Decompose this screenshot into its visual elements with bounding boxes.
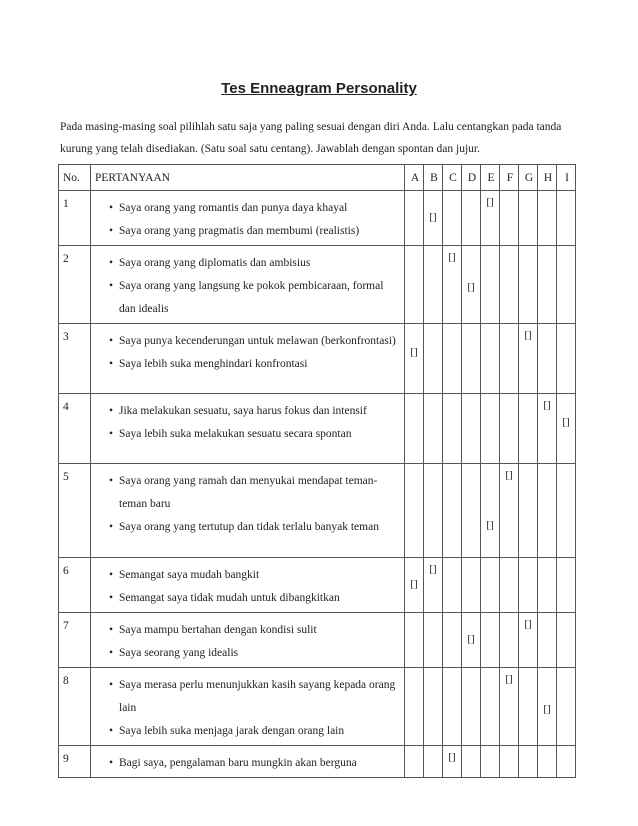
answer-cell-e[interactable] (481, 394, 500, 464)
question-cell (91, 324, 405, 394)
option-second: • Saya lebih suka melakukan sesuatu secara spontan (109, 423, 400, 446)
answer-cell-e[interactable] (481, 246, 500, 324)
answer-cell-b[interactable] (424, 191, 443, 246)
answer-cell-c[interactable] (443, 746, 462, 778)
option-first: • Bagi saya, pengalaman baru mungkin akan berguna (109, 752, 400, 775)
answer-cell-a[interactable] (405, 191, 424, 246)
answer-cell-d[interactable] (462, 613, 481, 668)
header-f: F (500, 165, 519, 191)
checkbox-bracket[interactable]: [] (429, 563, 437, 575)
answer-cell-f[interactable] (500, 324, 519, 394)
option-first: • Jika melakukan sesuatu, saya harus fokus dan intensif (109, 400, 400, 423)
answer-cell-e[interactable] (481, 613, 500, 668)
row-number: 7 (59, 613, 91, 668)
question-cell (91, 464, 405, 558)
header-c: C (443, 165, 462, 191)
questionnaire-table (58, 164, 576, 778)
option-second: • Saya orang yang tertutup dan tidak terlalu banyak teman (109, 516, 400, 539)
option-first: • Saya orang yang romantis dan punya daya khayal (109, 197, 400, 220)
answer-cell-b[interactable] (424, 464, 443, 558)
answer-cell-a[interactable] (405, 394, 424, 464)
answer-cell-g[interactable] (519, 746, 538, 778)
checkbox-bracket[interactable]: [] (410, 578, 418, 590)
answer-cell-d[interactable] (462, 558, 481, 613)
answer-cell-a[interactable] (405, 558, 424, 613)
answer-cell-i[interactable] (557, 464, 576, 558)
checkbox-bracket[interactable]: [] (429, 211, 437, 223)
answer-cell-b[interactable] (424, 246, 443, 324)
answer-cell-c[interactable] (443, 464, 462, 558)
option-first: • Saya mampu bertahan dengan kondisi sulit (109, 619, 400, 642)
table-row (59, 191, 576, 246)
checkbox-bracket[interactable]: [] (562, 416, 570, 428)
answer-cell-i[interactable] (557, 613, 576, 668)
row-number: 8 (59, 668, 91, 746)
checkbox-bracket[interactable]: [] (486, 519, 494, 531)
checkbox-bracket[interactable]: [] (410, 346, 418, 358)
row-number: 9 (59, 746, 91, 778)
option-first: • Saya orang yang diplomatis dan ambisius (109, 252, 400, 275)
page-title: Tes Enneagram Personality (221, 80, 417, 97)
answer-cell-a[interactable] (405, 324, 424, 394)
answer-cell-e[interactable] (481, 191, 500, 246)
option-first: • Semangat saya mudah bangkit (109, 564, 400, 587)
table-row (59, 464, 576, 558)
answer-cell-c[interactable] (443, 191, 462, 246)
checkbox-bracket[interactable]: [] (486, 196, 494, 208)
answer-cell-a[interactable] (405, 246, 424, 324)
answer-cell-c[interactable] (443, 558, 462, 613)
answer-cell-i[interactable] (557, 246, 576, 324)
answer-cell-h[interactable] (538, 324, 557, 394)
question-cell (91, 668, 405, 746)
answer-cell-g[interactable] (519, 324, 538, 394)
header-g: G (519, 165, 538, 191)
answer-cell-i[interactable] (557, 324, 576, 394)
answer-cell-h[interactable] (538, 668, 557, 746)
header-row (59, 165, 576, 191)
checkbox-bracket[interactable]: [] (543, 703, 551, 715)
question-cell (91, 558, 405, 613)
table-row (59, 746, 576, 778)
option-first: • Saya punya kecenderungan untuk melawan (berkonfrontasi) (109, 330, 400, 353)
header-e: E (481, 165, 500, 191)
answer-cell-h[interactable] (538, 464, 557, 558)
answer-cell-e[interactable] (481, 324, 500, 394)
answer-cell-b[interactable] (424, 668, 443, 746)
answer-cell-d[interactable] (462, 668, 481, 746)
answer-cell-e[interactable] (481, 746, 500, 778)
answer-cell-i[interactable] (557, 191, 576, 246)
answer-cell-h[interactable] (538, 613, 557, 668)
answer-cell-e[interactable] (481, 464, 500, 558)
checkbox-bracket[interactable]: [] (524, 329, 532, 341)
table-row (59, 613, 576, 668)
checkbox-bracket[interactable]: [] (448, 751, 456, 763)
option-second: • Saya seorang yang idealis (109, 642, 400, 665)
answer-cell-f[interactable] (500, 558, 519, 613)
row-number: 4 (59, 394, 91, 464)
answer-cell-i[interactable] (557, 558, 576, 613)
option-second: • Saya lebih suka menghindari konfrontasi (109, 353, 400, 376)
answer-cell-f[interactable] (500, 246, 519, 324)
answer-cell-c[interactable] (443, 394, 462, 464)
answer-cell-d[interactable] (462, 191, 481, 246)
answer-cell-g[interactable] (519, 394, 538, 464)
row-number: 1 (59, 191, 91, 246)
answer-cell-d[interactable] (462, 464, 481, 558)
option-first: • Saya orang yang ramah dan menyukai mendapat teman-teman baru (109, 470, 400, 516)
row-number: 3 (59, 324, 91, 394)
answer-cell-f[interactable] (500, 394, 519, 464)
answer-cell-e[interactable] (481, 668, 500, 746)
answer-cell-g[interactable] (519, 668, 538, 746)
answer-cell-f[interactable] (500, 613, 519, 668)
question-cell (91, 394, 405, 464)
answer-cell-d[interactable] (462, 324, 481, 394)
table-row (59, 558, 576, 613)
question-cell (91, 246, 405, 324)
checkbox-bracket[interactable]: [] (505, 469, 513, 481)
checkbox-bracket[interactable]: [] (543, 399, 551, 411)
checkbox-bracket[interactable]: [] (505, 673, 513, 685)
header-i: I (557, 165, 576, 191)
checkbox-bracket[interactable]: [] (467, 281, 475, 293)
header-no: No. (59, 165, 91, 191)
answer-cell-c[interactable] (443, 613, 462, 668)
header-d: D (462, 165, 481, 191)
answer-cell-g[interactable] (519, 558, 538, 613)
header-b: B (424, 165, 443, 191)
answer-cell-b[interactable] (424, 613, 443, 668)
question-cell (91, 746, 405, 778)
option-second: • Saya lebih suka menjaga jarak dengan orang lain (109, 720, 400, 743)
answer-cell-c[interactable] (443, 246, 462, 324)
checkbox-bracket[interactable]: [] (448, 251, 456, 263)
table-row (59, 246, 576, 324)
option-second: • Semangat saya tidak mudah untuk dibangkitkan (109, 587, 400, 610)
answer-cell-h[interactable] (538, 191, 557, 246)
table-row (59, 394, 576, 464)
answer-cell-d[interactable] (462, 746, 481, 778)
table-row (59, 668, 576, 746)
answer-cell-h[interactable] (538, 246, 557, 324)
answer-cell-f[interactable] (500, 191, 519, 246)
answer-cell-b[interactable] (424, 394, 443, 464)
header-a: A (405, 165, 424, 191)
answer-cell-g[interactable] (519, 613, 538, 668)
answer-cell-h[interactable] (538, 746, 557, 778)
question-cell (91, 613, 405, 668)
answer-cell-d[interactable] (462, 394, 481, 464)
answer-cell-g[interactable] (519, 191, 538, 246)
answer-cell-b[interactable] (424, 324, 443, 394)
checkbox-bracket[interactable]: [] (467, 633, 475, 645)
option-first: • Saya merasa perlu menunjukkan kasih sayang kepada orang lain (109, 674, 400, 720)
answer-cell-g[interactable] (519, 464, 538, 558)
answer-cell-i[interactable] (557, 746, 576, 778)
answer-cell-h[interactable] (538, 394, 557, 464)
answer-cell-b[interactable] (424, 558, 443, 613)
checkbox-bracket[interactable]: [] (524, 618, 532, 630)
answer-cell-b[interactable] (424, 746, 443, 778)
table-row (59, 324, 576, 394)
row-number: 6 (59, 558, 91, 613)
answer-cell-a[interactable] (405, 746, 424, 778)
answer-cell-d[interactable] (462, 246, 481, 324)
answer-cell-c[interactable] (443, 324, 462, 394)
answer-cell-a[interactable] (405, 464, 424, 558)
answer-cell-c[interactable] (443, 668, 462, 746)
option-second: • Saya orang yang pragmatis dan membumi (realistis) (109, 220, 400, 243)
answer-cell-f[interactable] (500, 668, 519, 746)
header-question: PERTANYAAN (91, 165, 405, 191)
option-second: • Saya orang yang langsung ke pokok pembicaraan, formal dan idealis (109, 275, 400, 321)
answer-cell-g[interactable] (519, 246, 538, 324)
answer-cell-h[interactable] (538, 558, 557, 613)
answer-cell-a[interactable] (405, 668, 424, 746)
answer-cell-i[interactable] (557, 394, 576, 464)
row-number: 2 (59, 246, 91, 324)
answer-cell-i[interactable] (557, 668, 576, 746)
answer-cell-e[interactable] (481, 558, 500, 613)
answer-cell-a[interactable] (405, 613, 424, 668)
header-h: H (538, 165, 557, 191)
row-number: 5 (59, 464, 91, 558)
instructions: Pada masing-masing soal pilihlah satu saja yang paling sesuai dengan diri Anda. Lalu centangkan pada tanda kurung yang telah disediakan. (Satu soal satu centang). Jawablah dengan spontan dan jujur. (60, 121, 562, 155)
answer-cell-f[interactable] (500, 746, 519, 778)
question-cell (91, 191, 405, 246)
answer-cell-f[interactable] (500, 464, 519, 558)
